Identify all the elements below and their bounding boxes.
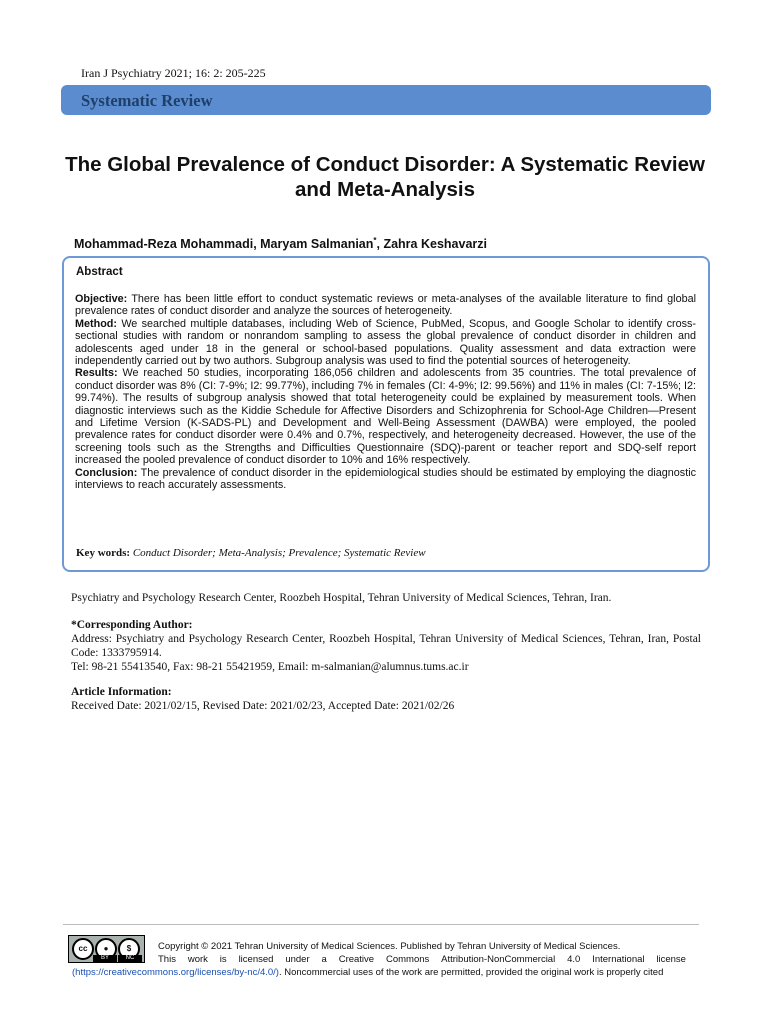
abstract-objective (75, 293, 696, 318)
method-text: We searched multiple databases, including Web of Science, PubMed, Scopus, and Google Scholar to identify cross-sectional studies with random or nonrandom sampling to assess the global prevalence of conduct disorder in children and adolescents aged under 18 in the general or school-based populations. Quality assessment and data extraction were independently carried out by two authors. Subgroup analysis was used to find the potential sources of heterogeneity. (75, 317, 696, 368)
affiliation: Psychiatry and Psychology Research Center, Roozbeh Hospital, Tehran University of Medical Sciences, Tehran, Iran. (71, 592, 612, 604)
objective-label: Objective: (75, 293, 128, 305)
section-label: Systematic Review (81, 91, 213, 110)
license-link[interactable]: (https://creativecommons.org/licenses/by-nc/4.0/) (72, 967, 279, 978)
article-info-heading: Article Information: (71, 686, 172, 698)
license-line (72, 953, 686, 966)
keywords (76, 547, 426, 559)
person-icon: ● (95, 938, 117, 960)
corresponding-author (71, 618, 701, 674)
keywords-list: Conduct Disorder; Meta-Analysis; Prevalence; Systematic Review (130, 547, 426, 559)
license-word: International (592, 954, 645, 965)
abstract-method (75, 318, 696, 368)
article-title: The Global Prevalence of Conduct Disorder: A Systematic Review and Meta-Analysis (65, 153, 705, 201)
authors-primary: Mohammad-Reza Mohammadi, Maryam Salmanian (74, 237, 374, 252)
abstract-box (62, 256, 710, 572)
corresponding-address: Address: Psychiatry and Psychology Research Center, Roozbeh Hospital, Tehran University of Medical Sciences, Tehran, Iran, Postal Code: 1333795914. (71, 633, 701, 659)
article-dates: Received Date: 2021/02/15, Revised Date: 2021/02/23, Accepted Date: 2021/02/26 (71, 700, 455, 712)
license-word: 4.0 (567, 954, 581, 965)
conclusion-text: The prevalence of conduct disorder in the epidemiological studies should be estimated by employing the diagnostic interviews to reach accurately assessments. (75, 466, 696, 492)
license-word: license (656, 954, 686, 965)
abstract-body (75, 293, 696, 492)
corresponding-contact: Tel: 98-21 55413540, Fax: 98-21 55421959, Email: m-salmanian@alumnus.tums.ac.ir (71, 661, 469, 673)
license-word: Creative (338, 954, 375, 965)
authors-tail: , Zahra Keshavarzi (376, 237, 487, 252)
license-line-2 (72, 966, 686, 979)
license-word: work (187, 954, 208, 965)
conclusion-label: Conclusion: (75, 466, 138, 479)
license-word: is (219, 954, 227, 965)
license-tail: . Noncommercial uses of the work are permitted, provided the original work is properly cited (278, 967, 664, 978)
cc-icon: cc (72, 938, 94, 960)
license-word: licensed (238, 954, 274, 965)
badge-by-label: BY (93, 955, 117, 962)
license-word: a (321, 954, 327, 965)
badge-nc-label: NC (118, 955, 142, 962)
journal-citation: Iran J Psychiatry 2021; 16: 2: 205-225 (81, 66, 266, 80)
keywords-label: Key words: (76, 547, 131, 559)
author-list (74, 236, 487, 251)
footer-divider (63, 924, 699, 925)
abstract-conclusion (75, 467, 696, 492)
corresponding-heading: *Corresponding Author: (71, 619, 193, 631)
results-text: We reached 50 studies, incorporating 186,056 children and adolescents from 35 countries. The total prevalence of conduct disorder was 8% (CI: 7-9%; I2: 99.77%), including 7% in females (CI: 4-9%; I2: 99.56%) and 11% in males (CI: 7-15%; I2: 99.74%). The results of subgroup analysis showed that total heterogeneity could be explained by measurement tools. When diagnostic interviews such as the Kiddie Schedule for Affective Disorders and Schizophrenia for School-Age Children—Present and Lifetime Version (K-SADS-PL) and Development and Well-Being Assessment (DAWBA) were employed, the pooled prevalence rates for conduct disorder were 0.4% and 0.7%, respectively, and heterogeneity decreased. However, the use of the screening tools such as the Strengths and Difficulties Questionnaire (SDQ)-parent or teacher report and SDQ-self report increased the pooled prevalence of conduct disorder to 10% and 16% respectively. (75, 367, 696, 467)
section-banner (61, 85, 711, 115)
license-word: Attribution-NonCommercial (441, 954, 556, 965)
abstract-heading: Abstract (76, 266, 123, 278)
license-word: This (158, 954, 176, 965)
license-word: Commons (385, 954, 430, 965)
objective-text: There has been little effort to conduct systematic reviews or meta-analyses of the available literature to find global prevalence rates of conduct disorder and analyze the sources of heterogeneity. (75, 293, 696, 318)
copyright-line: Copyright © 2021 Tehran University of Medical Sciences. Published by Tehran University of Medical Sciences. (158, 941, 621, 952)
corresponding-mark: * (373, 236, 377, 245)
license-notice (72, 940, 686, 979)
results-label: Results: (75, 367, 118, 380)
article-information (71, 685, 454, 713)
noncommercial-icon: $ (118, 938, 140, 960)
license-word: under (285, 954, 310, 965)
method-label: Method: (75, 317, 117, 330)
abstract-results (75, 367, 696, 466)
